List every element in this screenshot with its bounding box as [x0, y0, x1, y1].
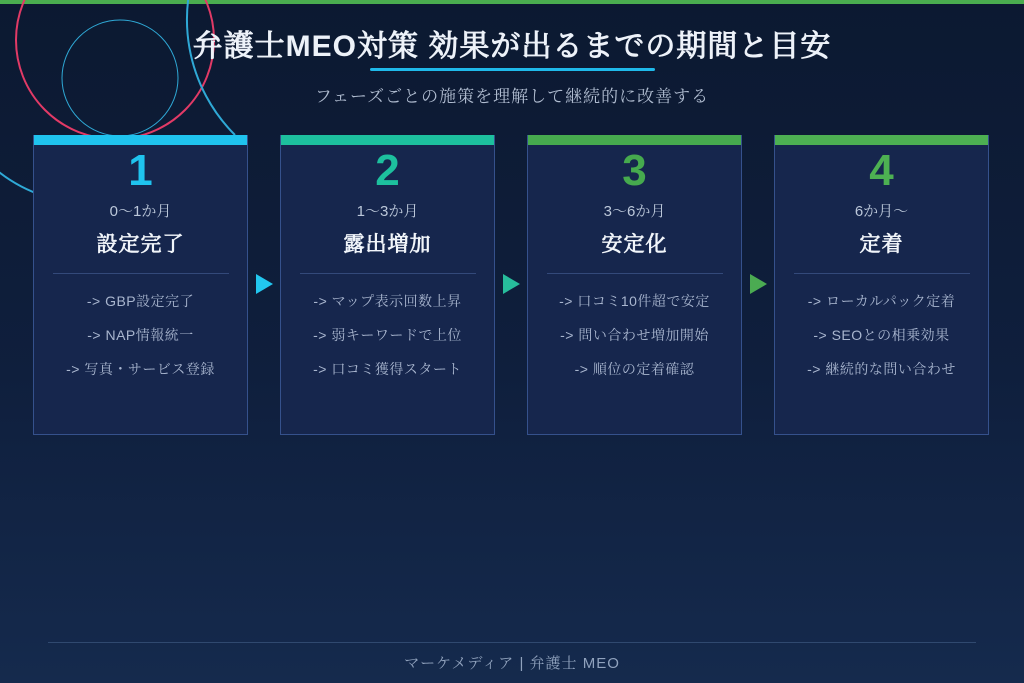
phase-3-number: 3 [622, 146, 647, 195]
phase-4-accent-bar [775, 135, 988, 145]
phase-4-title: 定着 [859, 233, 904, 256]
right-arrow-icon [256, 274, 273, 294]
phase-1-title: 設定完了 [96, 233, 185, 256]
right-arrow-icon [750, 274, 767, 294]
phase-3-period: 3〜6か月 [603, 203, 666, 220]
phase-3-divider [547, 273, 723, 274]
phase-1-accent-bar [34, 135, 247, 145]
phase-2-title: 露出増加 [343, 233, 432, 256]
phase-item: -> 問い合わせ増加開始 [560, 327, 709, 343]
phase-1-number: 1 [128, 146, 153, 195]
phase-2-divider [300, 273, 476, 274]
footer-credit: マーケメディア | 弁護士 MEO [404, 655, 620, 672]
phase-card-4 [774, 135, 989, 435]
phase-4-divider [794, 273, 970, 274]
arrow-gap-1 [248, 135, 280, 435]
phase-item: -> 順位の定着確認 [574, 361, 695, 377]
phase-card-3 [527, 135, 742, 435]
header [0, 0, 1024, 107]
phase-4-number: 4 [869, 146, 894, 195]
phase-1-divider [53, 273, 229, 274]
arrow-gap-2 [495, 135, 527, 435]
title-underline [370, 68, 655, 71]
phase-item: -> 弱キーワードで上位 [313, 327, 462, 343]
phase-4-items [775, 291, 988, 379]
phase-item: -> 継続的な問い合わせ [807, 361, 956, 377]
phase-2-number: 2 [375, 146, 400, 195]
phase-card-1 [33, 135, 248, 435]
page-title: 弁護士MEO対策 効果が出るまでの期間と目安 [192, 30, 832, 63]
phase-item: -> GBP設定完了 [86, 293, 195, 309]
phase-2-period: 1〜3か月 [356, 203, 419, 220]
phase-item: -> 写真・サービス登録 [66, 361, 215, 377]
phase-cards-row [33, 135, 989, 435]
phase-3-title: 安定化 [601, 233, 668, 256]
phase-card-2 [280, 135, 495, 435]
phase-1-period: 0〜1か月 [109, 203, 172, 220]
phase-2-accent-bar [281, 135, 494, 145]
phase-item: -> NAP情報統一 [87, 327, 194, 343]
phase-item: -> SEOとの相乗効果 [813, 327, 950, 343]
phase-item: -> ローカルパック定着 [807, 293, 956, 309]
phase-4-period: 6か月〜 [854, 203, 909, 220]
phase-2-items [281, 291, 494, 379]
phase-3-items [528, 291, 741, 379]
right-arrow-icon [503, 274, 520, 294]
phase-1-items [34, 291, 247, 379]
phase-item: -> マップ表示回数上昇 [313, 293, 462, 309]
arrow-gap-3 [742, 135, 774, 435]
phase-item: -> 口コミ10件超で安定 [559, 293, 710, 309]
phase-item: -> 口コミ獲得スタート [313, 361, 462, 377]
footer-divider [48, 642, 976, 643]
phase-3-accent-bar [528, 135, 741, 145]
page-subtitle: フェーズごとの施策を理解して継続的に改善する [314, 87, 710, 106]
